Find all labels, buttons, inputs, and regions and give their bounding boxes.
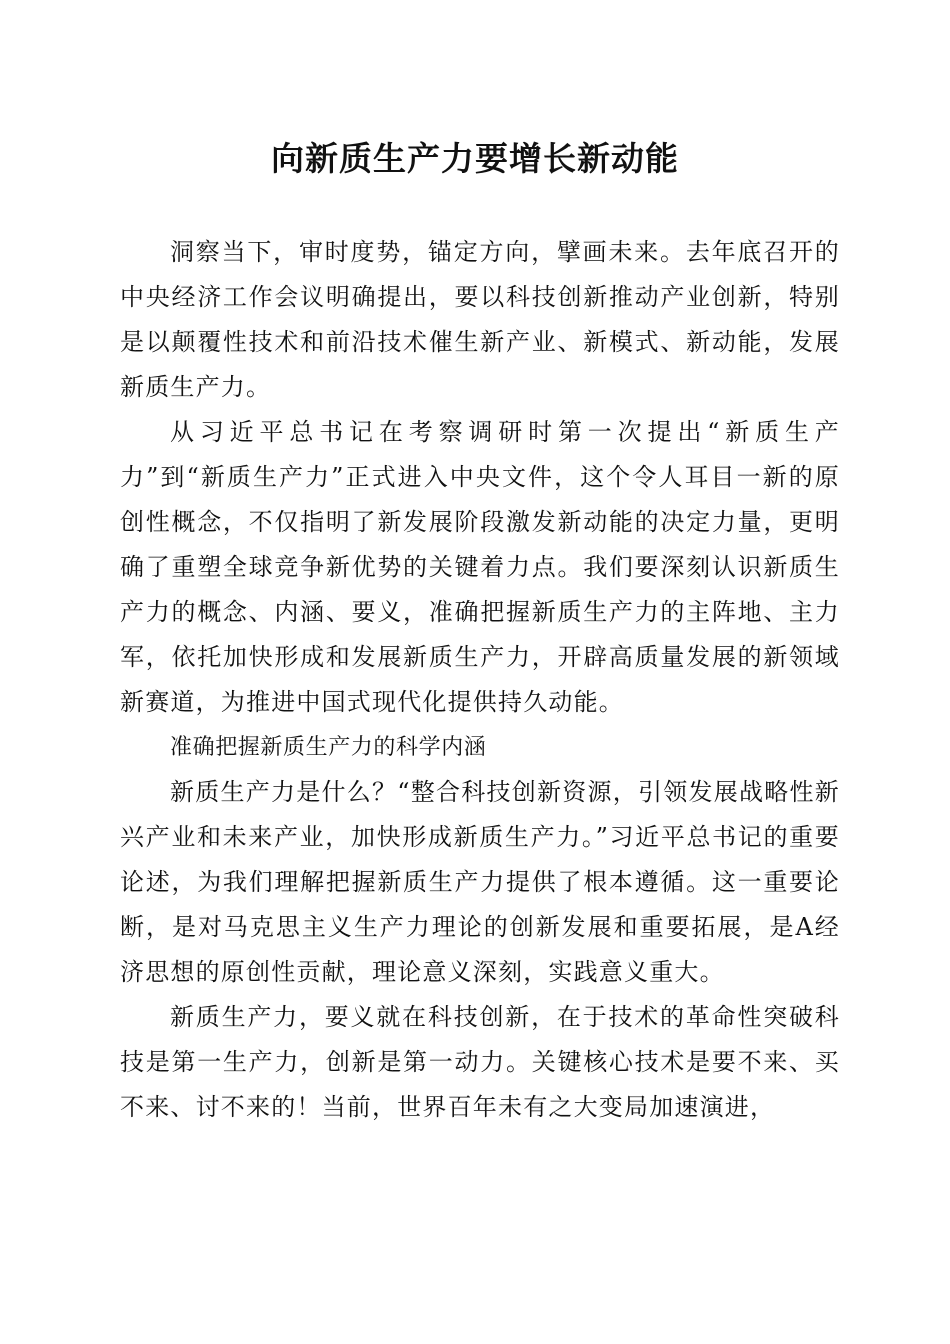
paragraph-intro: 洞察当下，审时度势，锚定方向，擘画未来。去年底召开的中央经济工作会议明确提出，要以科技创新推动产业创新，特别是以颠覆性技术和前沿技术催生新产业、新模式、新动能，发展新质生产力。 — [120, 238, 840, 401]
paragraph-concept: 从习近平总书记在考察调研时第一次提出“新质生产力”到“新质生产力”正式进入中央文件，这个令人耳目一新的原创性概念，不仅指明了新发展阶段激发新动能的决定力量，更明确了重塑全球竞争新优势的关键着力点。我们要深刻认识新质生产力的概念、内涵、要义，准确把握新质生产力的主阵地、主力军，依托加快形成和发展新质生产力，开辟高质量发展的新领域新赛道，为推进中国式现代化提供持久动能。 — [120, 418, 840, 716]
document-body — [120, 230, 840, 1130]
paragraph-innovation: 新质生产力，要义就在科技创新，在于技术的革命性突破科技是第一生产力，创新是第一动力。关键核心技术是要不来、买不来、讨不来的！当前，世界百年未有之大变局加速演进， — [120, 1003, 840, 1121]
section-heading: 准确把握新质生产力的科学内涵 — [170, 735, 487, 760]
document-title: 向新质生产力要增长新动能 — [271, 139, 679, 178]
paragraph-definition: 新质生产力是什么？“整合科技创新资源，引领发展战略性新兴产业和未来产业，加快形成新质生产力。”习近平总书记的重要论述，为我们理解把握新质生产力提供了根本遵循。这一重要论断，是对马克思主义生产力理论的创新发展和重要拓展，是A经济思想的原创性贡献，理论意义深刻，实践意义重大。 — [120, 778, 840, 986]
